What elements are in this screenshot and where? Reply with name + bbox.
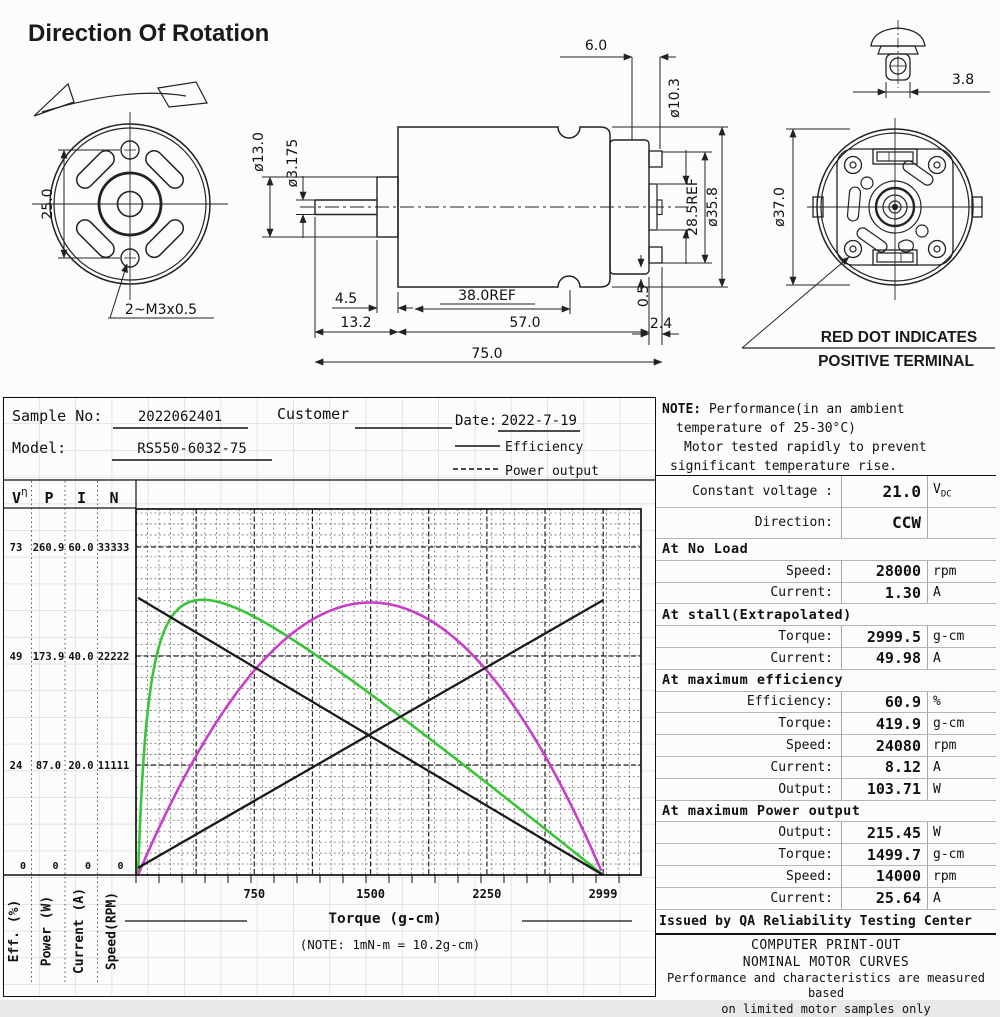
dimension-label: 3.8 [951, 72, 975, 88]
spec-unit: A [933, 585, 941, 601]
x-axis-note: (NOTE: 1mN-m = 10.2g-cm) [299, 937, 481, 952]
spec-unit: g-cm [933, 847, 965, 863]
spec-row [656, 757, 996, 779]
y-tick-label: 87.0 [35, 760, 62, 772]
spec-label: Current: [656, 888, 842, 909]
y-tick-label: 33333 [97, 542, 130, 554]
spec-value: 1499.7 [842, 844, 928, 865]
axis-name-label: Speed(RPM) [104, 891, 120, 971]
terminal-detail [871, 20, 925, 88]
note-line3: Motor tested rapidly to prevent [684, 440, 927, 455]
spec-label: Current: [656, 757, 842, 778]
spec-unit: rpm [933, 563, 957, 579]
spec-unit: % [933, 694, 941, 710]
axis-name-label: Power (W) [39, 895, 55, 967]
spec-value: 8.12 [842, 757, 928, 778]
y-tick-label: 173.9 [32, 651, 65, 663]
date-label: Date: [455, 413, 498, 429]
axis-labels-layer [3, 480, 136, 985]
footer-line: Performance and characteristics are measured based [667, 970, 985, 1001]
spec-value: 2999.5 [842, 626, 928, 647]
y-axis-letter: V [12, 489, 22, 507]
spec-unit: rpm [933, 868, 957, 884]
y-tick-label: 24 [9, 760, 23, 772]
y-tick-label: 0 [84, 861, 92, 872]
dimension-label: 2~M3x0.5 [124, 302, 198, 318]
dimension-label: 75.0 [471, 346, 503, 362]
spec-value: 14000 [842, 866, 928, 887]
spec-row [656, 713, 996, 735]
spec-value: 60.9 [842, 692, 928, 713]
sample-no-value: 2022062401 [137, 409, 223, 425]
spec-row [656, 648, 996, 670]
y-tick-label: 22222 [97, 651, 130, 663]
y-tick-label: 73 [9, 542, 23, 554]
dimension-label: 0.5 [636, 284, 652, 308]
spec-row [656, 508, 996, 540]
dimension-labels-layer [40, 38, 974, 362]
sample-no-label: Sample No: [12, 407, 103, 425]
dimension-label: ø35.8 [705, 187, 721, 227]
rotation-arrow-icon [34, 82, 207, 116]
y-tick-label: 0 [117, 861, 124, 872]
spec-value: 49.98 [842, 648, 928, 669]
x-tick-label: 2999 [588, 887, 618, 901]
spec-label: Torque: [656, 713, 842, 734]
spec-label: Torque: [656, 844, 842, 865]
note-line4: significant temperature rise. [670, 459, 897, 474]
y-tick-label: 20.0 [68, 760, 94, 772]
spec-row [656, 735, 996, 757]
note-line2: temperature of 25-30°C) [676, 421, 857, 436]
y-axis-letter: I [77, 489, 87, 507]
spec-value: 215.45 [842, 822, 928, 843]
spec-value: 1.30 [842, 583, 928, 604]
dimension-label: 4.5 [334, 291, 358, 307]
x-tick-label: 1500 [356, 887, 386, 901]
spec-unit: A [933, 759, 941, 775]
spec-label: Speed: [656, 866, 842, 887]
dimension-label: ø13.0 [251, 132, 267, 172]
dimension-label: 38.0REF [458, 288, 516, 304]
spec-row [656, 583, 996, 605]
spec-row [656, 626, 996, 648]
spec-label: Speed: [656, 561, 842, 582]
spec-value: 24080 [842, 735, 928, 756]
spec-panel [655, 397, 996, 1016]
y-tick-label: 40.0 [68, 651, 94, 663]
customer-label: Customer [277, 405, 350, 423]
spec-rows [656, 476, 996, 933]
spec-row [656, 476, 996, 508]
spec-row [656, 779, 996, 801]
spec-row [656, 888, 996, 910]
x-tick-label: 750 [243, 887, 266, 901]
axis-name-label: Eff. (%) [7, 899, 22, 963]
spec-section-header: At maximum efficiency [656, 670, 996, 692]
rear-note-line1: RED DOT INDICATES [820, 329, 978, 346]
footer-line: COMPUTER PRINT-OUT [751, 937, 901, 953]
qa-footer [656, 933, 996, 1017]
y-axis-letter-sup: η [21, 486, 28, 498]
legend-power-label: Power output [505, 464, 599, 479]
spec-unit: g-cm [933, 716, 965, 732]
spec-label: Torque: [656, 626, 842, 647]
model-value: RS550-6032-75 [137, 441, 247, 457]
spec-value: 28000 [842, 561, 928, 582]
spec-row [656, 866, 996, 888]
spec-label: Current: [656, 583, 842, 604]
footer-line: NOMINAL MOTOR CURVES [742, 954, 910, 970]
note-label: NOTE: [662, 402, 702, 417]
spec-unit: W [933, 825, 941, 841]
y-tick-label: 0 [52, 861, 59, 872]
dimension-label: ø3.175 [285, 138, 301, 188]
spec-row [656, 844, 996, 866]
spec-label: Current: [656, 648, 842, 669]
y-tick-label: 11111 [97, 760, 130, 772]
x-axis-captions [125, 911, 632, 952]
spec-value: 103.71 [842, 779, 928, 800]
dimension-label: 28.5REF [685, 178, 701, 236]
spec-unit: A [933, 890, 941, 906]
page-title: Direction Of Rotation [28, 20, 270, 47]
spec-value: CCW [842, 508, 928, 539]
spec-row [656, 692, 996, 714]
y-tick-label: 0 [19, 861, 27, 872]
dimension-label: 13.2 [340, 315, 372, 331]
issued-row: Issued by QA Reliability Testing Center [659, 913, 973, 929]
spec-value: 25.64 [842, 888, 928, 909]
spec-unit: rpm [933, 738, 957, 754]
x-tick-label: 2250 [472, 887, 502, 901]
model-label: Model: [12, 439, 67, 457]
rear-note-line2: POSITIVE TERMINAL [818, 353, 974, 370]
dimension-label: 6.0 [584, 38, 608, 54]
form-header [3, 405, 655, 480]
x-axis-title: Torque (g-cm) [328, 911, 442, 927]
front-view [32, 82, 228, 318]
spec-label: Output: [656, 822, 842, 843]
note-line1: Performance(in an ambient [708, 402, 905, 417]
y-tick-label: 260.9 [32, 542, 65, 554]
technical-drawing-svg [0, 0, 1000, 397]
y-tick-label: 60.0 [68, 542, 94, 554]
y-tick-label: 49 [9, 651, 23, 663]
dimension-label: 25.0 [40, 188, 56, 220]
dimension-label: 57.0 [509, 315, 541, 331]
legend-efficiency-label: Efficiency [505, 440, 584, 455]
chart-sheet-svg [0, 397, 655, 1000]
axis-name-label: Current (A) [72, 887, 87, 975]
spec-unit: A [933, 650, 941, 666]
spec-unit: g-cm [933, 629, 965, 645]
y-axis-letter: P [44, 489, 54, 507]
note-box [656, 397, 996, 476]
date-value: 2022-7-19 [501, 413, 577, 429]
spec-section-header: At stall(Extrapolated) [656, 604, 996, 626]
dimension-label: ø37.0 [772, 187, 788, 227]
spec-label: Output: [656, 779, 842, 800]
spec-label: Constant voltage : [656, 476, 842, 507]
dimension-label: 2.4 [649, 316, 673, 332]
spec-section-header: At No Load [656, 539, 996, 561]
spec-label: Direction: [656, 508, 842, 539]
spec-label: Speed: [656, 735, 842, 756]
y-axis-letter: N [109, 489, 119, 507]
dimension-label: ø10.3 [667, 78, 683, 118]
spec-section-header: At maximum Power output [656, 801, 996, 823]
spec-row [656, 561, 996, 583]
footer-line: on limited motor samples only [721, 1001, 931, 1016]
plot-layer [136, 509, 641, 901]
spec-value: 21.0 [842, 476, 928, 507]
spec-unit: W [933, 781, 941, 797]
spec-value: 419.9 [842, 713, 928, 734]
spec-label: Efficiency: [656, 692, 842, 713]
spec-unit: $V_{DC}$ [933, 482, 952, 501]
spec-row [656, 822, 996, 844]
